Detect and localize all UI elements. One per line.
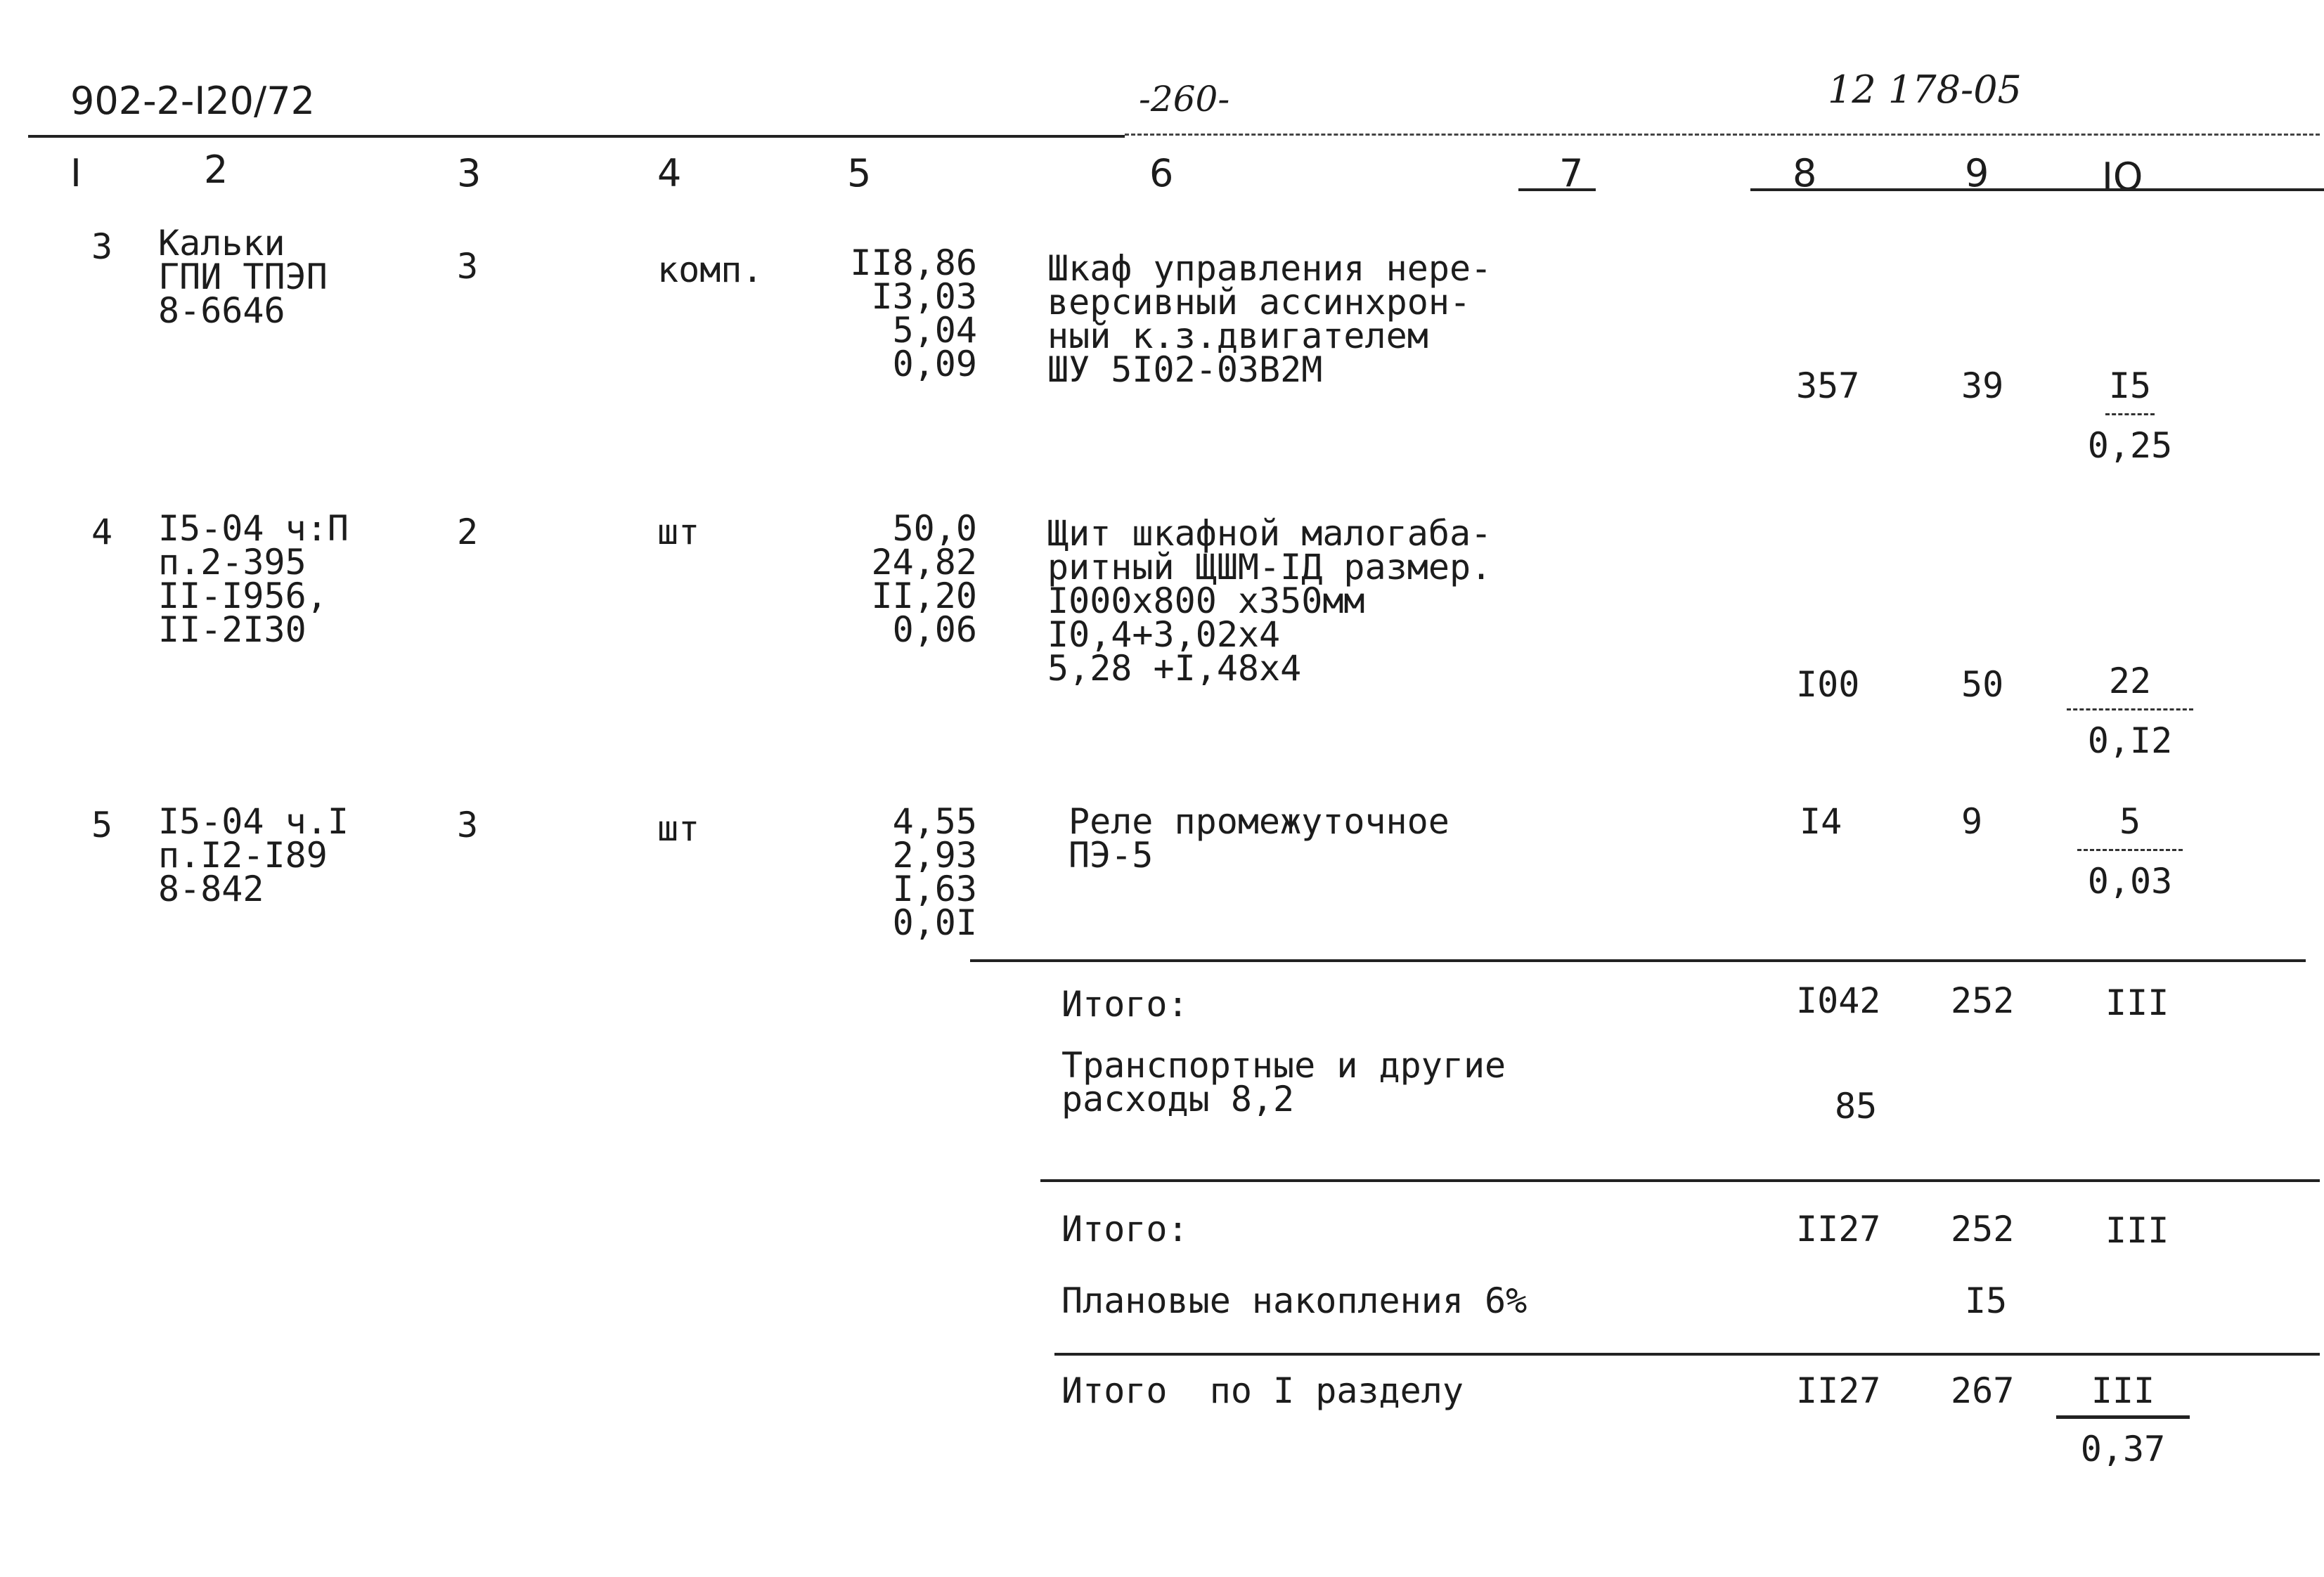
row-prices: 50,0 24,82 II,20 0,06 [871,508,977,650]
fraction-numerator: I5 [2108,365,2152,406]
row-col8: I00 [1796,664,1860,705]
totals-rule-2 [1040,1179,2320,1182]
column-header-6: 6 [1149,151,1174,195]
column-header-3: 3 [457,151,482,195]
page-number: -260- [1139,79,1230,119]
row-col9: 39 [1961,365,2004,406]
header-top-rule-dashed [1125,134,2320,136]
row-quantity: 3 [457,246,479,287]
row-number: 5 [91,805,113,845]
row-number: 3 [91,226,113,267]
column-header-1: I [70,151,82,195]
row-code: I5-04 ч.I п.I2-I89 8-842 [158,801,349,909]
row-unit: шт [657,512,700,552]
document-code: 902-2-I20/72 [70,79,315,123]
totals-label: Итого по I разделу [1061,1370,1464,1411]
column-header-8: 8 [1793,151,1817,195]
row-col8: 357 [1796,365,1860,406]
totals-col8: II27 [1796,1209,1881,1250]
fraction-numerator: 5 [2119,801,2141,842]
column-header-9: 9 [1965,151,1989,195]
column-header-10: IO [2102,155,2143,199]
fraction-denominator: 0,37 [2080,1429,2166,1469]
totals-col8: II27 [1796,1370,1881,1411]
totals-col10-fraction [2053,1370,2193,1469]
row-col10-fraction [2060,365,2200,466]
row-description: Шкаф управления нере- версивный ассинхрон- ный к.з.двигателем ШУ 5I02-03В2М [1047,248,1492,390]
row-code: Кальки ГПИ ТПЭП 8-6646 [158,223,328,331]
totals-rule-3 [1054,1353,2320,1356]
totals-col10: III [2105,1210,2169,1251]
totals-label: Плановые накопления 6% [1061,1280,1528,1321]
registration-number: 12 178-05 [1828,67,2022,112]
row-col10-fraction [2060,801,2200,902]
fraction-numerator: 22 [2108,661,2152,701]
totals-col9: I5 [1965,1280,2008,1321]
totals-col10: III [2105,982,2169,1023]
totals-col8: 85 [1835,1086,1878,1127]
row-quantity: 3 [457,805,479,845]
totals-label: Транспортные и другие расходы 8,2 [1061,1045,1506,1120]
row-prices: II8,86 I3,03 5,04 0,09 [850,242,977,384]
row-unit: комп. [657,249,763,290]
column-header-4: 4 [657,151,682,195]
totals-rule-1 [970,959,2306,962]
totals-label: Итого: [1061,1209,1189,1250]
row-col9: 50 [1961,664,2004,705]
row-col9: 9 [1961,801,1983,842]
row-description: Реле промежуточное ПЭ-5 [1069,801,1450,876]
column-header-5: 5 [847,151,872,195]
header-top-rule [28,135,1125,138]
column-8-10-underline [1750,188,2324,191]
row-number: 4 [91,512,113,552]
fraction-numerator: III [2091,1370,2155,1411]
row-code: I5-04 ч:П п.2-395 II-I956, II-2I30 [158,508,349,650]
row-col10-fraction [2060,661,2200,761]
totals-col8: I042 [1796,980,1881,1021]
column-header-7: 7 [1559,151,1584,195]
row-prices: 4,55 2,93 I,63 0,0I [892,801,977,943]
row-description: Щит шкафной малогаба- ритный ЩШМ-IД размер. I000х800 х350мм I0,4+3,02х4 5,28 +I,48х4 [1047,513,1492,689]
column-7-underline [1518,188,1596,191]
totals-col9: 267 [1951,1370,2015,1411]
fraction-denominator: 0,25 [2087,425,2173,466]
row-unit: шт [657,808,700,849]
fraction-denominator: 0,03 [2087,861,2173,902]
fraction-denominator: 0,I2 [2087,720,2173,761]
row-col8: I4 [1800,801,1842,842]
column-header-2: 2 [204,148,228,192]
totals-col9: 252 [1951,1209,2015,1250]
totals-col9: 252 [1951,980,2015,1021]
totals-label: Итого: [1061,984,1189,1025]
row-quantity: 2 [457,512,479,552]
